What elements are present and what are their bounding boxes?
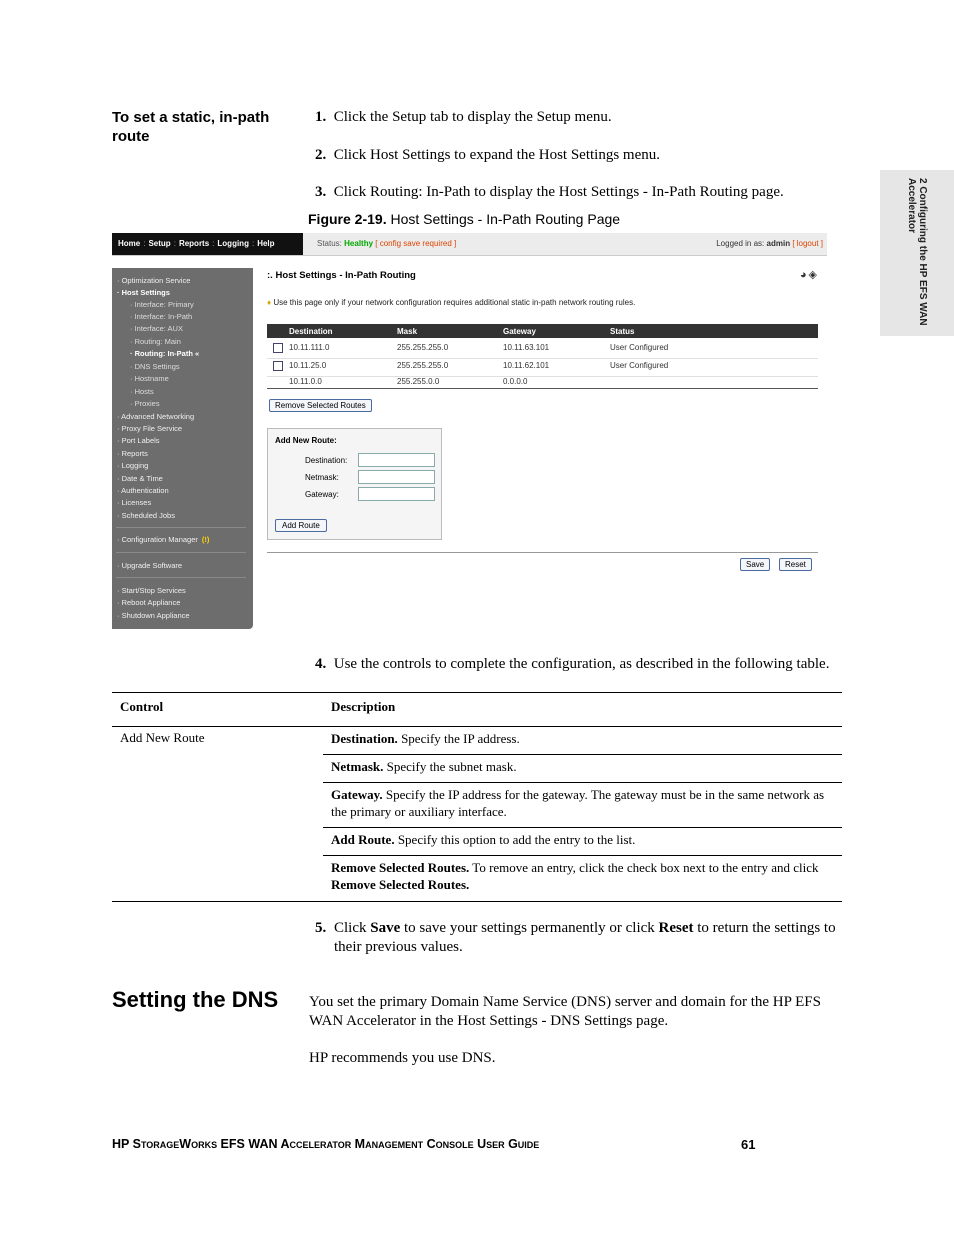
cell-dest: 10.11.25.0 xyxy=(289,361,327,370)
desc-remove-selected-routes: Remove Selected Routes. To remove an entry, click the check box next to the entry and click Remove Selected Routes. xyxy=(331,860,819,892)
sidebar-item[interactable]: · Scheduled Jobs xyxy=(117,511,175,520)
control-add-new-route: Add New Route xyxy=(120,730,205,745)
sidebar-item[interactable]: · Upgrade Software xyxy=(117,561,183,570)
save-button[interactable]: Save xyxy=(740,558,770,571)
footer-title: HP StorageWorks EFS WAN Accelerator Management Console User Guide xyxy=(112,1137,540,1151)
routes-table-header: Destination Mask Gateway Status xyxy=(267,324,818,338)
status-value: Healthy xyxy=(344,239,374,248)
tab-help[interactable]: Help xyxy=(257,239,275,248)
sidebar-item[interactable]: · Proxies xyxy=(130,399,160,408)
cell-dest: 10.11.111.0 xyxy=(289,343,330,352)
cell-status: User Configured xyxy=(610,343,669,352)
section-heading-dns: Setting the DNS xyxy=(112,987,279,1012)
cell-gw: 10.11.63.101 xyxy=(503,343,550,352)
procedure-heading: To set a static, in-path route xyxy=(112,109,270,145)
sidebar-divider xyxy=(116,527,246,528)
tab-home[interactable]: Home xyxy=(118,239,141,248)
sidebar-item[interactable]: · Optimization Service xyxy=(117,276,191,285)
dns-paragraph-2: HP recommends you use DNS. xyxy=(309,1050,496,1066)
sidebar-item[interactable]: · Hosts xyxy=(130,387,154,396)
sidebar-item[interactable]: · Configuration Manager (!) xyxy=(117,535,210,544)
cell-gw: 10.11.62.101 xyxy=(503,361,550,370)
figure-screenshot xyxy=(112,233,827,636)
sidebar-item[interactable]: · Routing: In-Path « xyxy=(130,349,200,358)
sidebar-item[interactable]: · Host Settings xyxy=(117,288,170,297)
sidebar-item[interactable]: · Proxy File Service xyxy=(117,424,183,433)
refresh-icon[interactable]: ◕ xyxy=(799,269,807,281)
login-area: Logged in as: admin [ logout ] xyxy=(716,239,823,248)
dns-paragraph-1: You set the primary Domain Name Service (DNS) server and domain for the HP EFS WAN Accelerator in the Host Settings - DNS Settings page. xyxy=(309,994,821,1029)
figure-caption: Figure 2-19. Host Settings - In-Path Routing Page xyxy=(308,211,621,227)
table-row xyxy=(267,342,818,356)
cell-mask: 255.255.255.0 xyxy=(397,361,449,370)
sidebar-item[interactable]: · Interface: AUX xyxy=(130,324,183,333)
desc-netmask: Netmask. Specify the subnet mask. xyxy=(331,759,517,774)
step-4: 4. Use the controls to complete the configuration, as described in the following table. xyxy=(315,656,830,672)
tab-setup[interactable]: Setup xyxy=(148,239,171,248)
tab-reports[interactable]: Reports xyxy=(178,239,210,248)
reset-button[interactable]: Reset xyxy=(779,558,812,571)
sidebar-item[interactable]: · Port Labels xyxy=(117,436,160,445)
cell-dest: 10.11.0.0 xyxy=(289,377,322,386)
page-title: :. Host Settings - In-Path Routing xyxy=(267,270,416,281)
chapter-tab-label: 2 Configuring the HP EFS WAN Accelerator xyxy=(906,178,928,326)
destination-input[interactable] xyxy=(358,453,435,467)
sidebar-item[interactable]: · Date & Time xyxy=(117,474,163,483)
sidebar-item[interactable]: · Reboot Appliance xyxy=(117,598,181,607)
gateway-label: Gateway: xyxy=(305,490,339,499)
sidebar-item[interactable]: · Reports xyxy=(117,449,148,458)
row-checkbox[interactable] xyxy=(273,343,283,353)
tab-logging[interactable]: Logging xyxy=(217,239,249,248)
notice: ♦ Use this page only if your network configuration requires additional static in-path network routing rules. xyxy=(267,298,636,307)
sidebar-divider xyxy=(116,552,246,553)
netmask-label: Netmask: xyxy=(305,473,339,482)
netmask-input[interactable] xyxy=(358,470,435,484)
sidebar-item[interactable]: · Authentication xyxy=(117,486,169,495)
step-2: 2. Click Host Settings to expand the Host Settings menu. xyxy=(315,147,660,163)
add-route-button[interactable]: Add Route xyxy=(275,519,327,532)
remove-selected-routes-button[interactable]: Remove Selected Routes xyxy=(269,399,372,412)
step-3: 3. Click Routing: In-Path to display the Host Settings - In-Path Routing page. xyxy=(315,184,784,200)
top-bar xyxy=(112,233,827,256)
cell-mask: 255.255.0.0 xyxy=(397,377,440,386)
chapter-tab xyxy=(880,170,954,336)
step-1: 1. Click the Setup tab to display the Setup menu. xyxy=(315,109,612,125)
sidebar-item[interactable]: · DNS Settings xyxy=(130,362,180,371)
sidebar-item[interactable]: · Interface: Primary xyxy=(130,300,194,309)
sidebar-item[interactable]: · Licenses xyxy=(117,498,152,507)
sidebar-item[interactable]: · Start/Stop Services xyxy=(117,586,186,595)
table-header-description: Description xyxy=(331,699,396,714)
cell-mask: 255.255.255.0 xyxy=(397,343,449,352)
sidebar-item[interactable]: · Interface: In-Path xyxy=(130,312,193,321)
sidebar-nav xyxy=(112,268,253,629)
gateway-input[interactable] xyxy=(358,487,435,501)
step-5: 5. Click Save to save your settings permanently or click Reset to return the settings to their previous values. xyxy=(315,920,836,955)
sidebar-item[interactable]: · Hostname xyxy=(130,374,169,383)
sidebar-item[interactable]: · Shutdown Appliance xyxy=(117,611,190,620)
lightbulb-icon: ♦ xyxy=(267,298,272,307)
sidebar-divider xyxy=(116,577,246,578)
cell-gw: 0.0.0.0 xyxy=(503,377,528,386)
destination-label: Destination: xyxy=(305,456,348,465)
toolbar-icons xyxy=(800,268,817,281)
status-area: Status: Healthy [ config save required ] xyxy=(317,239,457,248)
table-header-control: Control xyxy=(120,699,164,714)
sidebar-item[interactable]: · Logging xyxy=(117,461,149,470)
page-number: 61 xyxy=(741,1137,756,1152)
sidebar-item[interactable]: · Routing: Main xyxy=(130,337,181,346)
add-route-title: Add New Route: xyxy=(275,436,337,445)
sidebar-item[interactable]: · Advanced Networking xyxy=(117,412,195,421)
desc-add-route: Add Route. Specify this option to add the entry to the list. xyxy=(331,832,636,847)
help-icon[interactable]: ◈ xyxy=(808,269,817,281)
desc-destination: Destination. Specify the IP address. xyxy=(331,731,520,746)
main-tabs: Home : Setup : Reports : Logging : Help xyxy=(112,233,303,255)
config-save-link[interactable]: [ config save required ] xyxy=(375,239,457,248)
desc-gateway: Gateway. Specify the IP address for the gateway. The gateway must be in the same network as the primary or auxiliary interface. xyxy=(331,787,825,819)
logout-link[interactable]: [ logout ] xyxy=(792,239,823,248)
cell-status: User Configured xyxy=(610,361,669,370)
warning-icon: (!) xyxy=(201,535,210,544)
table-row xyxy=(267,360,818,374)
add-route-panel xyxy=(267,428,442,540)
row-checkbox[interactable] xyxy=(273,361,283,371)
